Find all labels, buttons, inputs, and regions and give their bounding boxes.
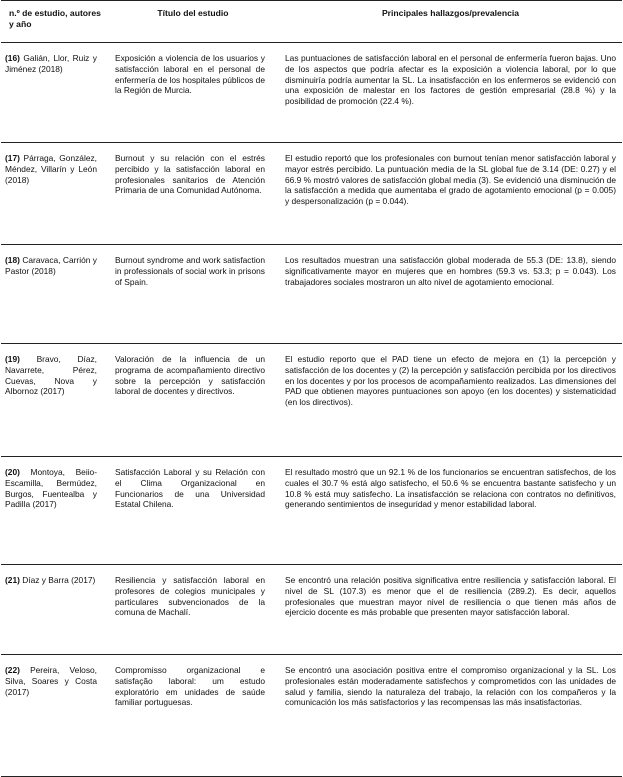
authors-text: Párraga, González, Méndez, Villarín y León (2018) — [5, 153, 97, 185]
study-findings: Se encontró una relación positiva significativa entre resiliencia y satisfacción laboral. El nivel de SL (107.3) es menor que el de resiliencia (289.2). Es decir, aquellos profesionales que muestran mayor nivel de resiliencia o que tienen más años de ejercicio docente es más probable que presenten mayor satisfacción laboral. — [279, 565, 622, 655]
table-row — [1, 143, 622, 245]
study-authors — [1, 655, 107, 777]
table-header — [1, 1, 622, 43]
study-number: (20) — [5, 467, 20, 477]
study-title: Resiliencia y satisfacción laboral en profesores de colegios municipales y particulares subvencionados de la comuna de Machalí. — [107, 565, 279, 655]
studies-table — [1, 0, 622, 777]
header-title: Título del estudio — [107, 1, 279, 43]
study-title: Burnout y su relación con el estrés percibido y la satisfacción laboral en profesionales sanitarios de Atención Primaria de una Comunidad Autónoma. — [107, 143, 279, 245]
header-authors: n.º de estudio, autores y año — [1, 1, 107, 43]
study-authors — [1, 344, 107, 457]
table-row — [1, 565, 622, 655]
table-row — [1, 344, 622, 457]
study-title: Valoración de la influencia de un programa de acompañamiento directivo sobre la percepción y satisfacción laboral de docentes y directivos. — [107, 344, 279, 457]
authors-text: Bravo, Díaz, Navarrete, Pérez, Cuevas, Nova y Albornoz (2017) — [5, 354, 97, 397]
study-number: (22) — [5, 665, 20, 675]
study-title: Satisfacción Laboral y su Relación con el Clima Organizacional en Funcionarios de una Universidad Estatal Chilena. — [107, 457, 279, 565]
authors-text: Galián, Llor, Ruiz y Jiménez (2018) — [5, 53, 97, 74]
authors-text: Pereira, Veloso, Silva, Soares y Costa (2017) — [5, 665, 98, 697]
study-findings: Los resultados muestran una satisfacción global moderada de 55.3 (DE: 13.8), siendo significativamente mayor en mujeres que en hombres (59.3 vs. 53.3; p = 0.043). Los trabajadores sociales mostraron un alto nivel de agotamiento emocional. — [279, 245, 622, 344]
study-authors — [1, 143, 107, 245]
table-row — [1, 245, 622, 344]
authors-text: Montoya, Beiio-Escamilla, Bermúdez, Burgos, Fuentealba y Padilla (2017) — [5, 467, 98, 510]
header-findings: Principales hallazgos/prevalencia — [279, 1, 622, 43]
study-authors — [1, 565, 107, 655]
study-title: Burnout syndrome and work satisfaction in professionals of social work in prisons of Spain. — [107, 245, 279, 344]
study-number: (16) — [5, 53, 20, 63]
study-authors — [1, 245, 107, 344]
study-authors — [1, 457, 107, 565]
study-findings: Las puntuaciones de satisfacción laboral en el personal de enfermería fueron bajas. Uno de los aspectos que podría afectar es la exposición a violencia laboral, por lo que disminuiría podría aumentar la SL. La insatisfacción en los enfermeros se evidenció con una exposición de malestar en los factores de gestión empresarial (28.8 %) y la posibilidad de promoción (22.4 %). — [279, 43, 622, 143]
study-title: Exposición a violencia de los usuarios y satisfacción laboral en el personal de enfermería de los hospitales públicos de la Región de Murcia. — [107, 43, 279, 143]
study-findings: El estudio reporto que el PAD tiene un efecto de mejora en (1) la percepción y satisfacción de los docentes y (2) la percepción y satisfacción percibida por los directivos en los docentes y por los procesos de acompañamiento realizados. Las dimensiones del PAD que obtienen mayores puntuaciones son apoyo (en los docentes) y sistematicidad (en los directivos). — [279, 344, 622, 457]
study-number: (19) — [5, 354, 20, 364]
authors-text: Díaz y Barra (2017) — [22, 575, 96, 585]
authors-text: Caravaca, Carrión y Pastor (2018) — [5, 255, 97, 276]
study-number: (17) — [5, 153, 20, 163]
study-title: Compromisso organizacional e satisfação laboral: um estudo exploratório em unidades de saúde familiar portuguesas. — [107, 655, 279, 777]
study-number: (18) — [5, 255, 20, 265]
table-row — [1, 43, 622, 143]
study-authors — [1, 43, 107, 143]
study-findings: Se encontró una asociación positiva entre el compromiso organizacional y la SL. Los profesionales están moderadamente satisfechos y comprometidos con las unidades de salud y familia, siendo la naturaleza del trabajo, la relación con los compañeros y la comunicación los más satisfactorios y las recompensas las más insatisfactorias. — [279, 655, 622, 777]
study-findings: El resultado mostró que un 92.1 % de los funcionarios se encuentran satisfechos, de los cuales el 30.7 % está algo satisfecho, el 50.6 % se encuentra bastante satisfecho y un 10.8 % está muy satisfecho. La insatisfacción se relaciona con contratos no definitivos, generando sentimientos de inseguridad y menor estabilidad laboral. — [279, 457, 622, 565]
table-row — [1, 457, 622, 565]
study-number: (21) — [5, 575, 20, 585]
study-findings: El estudio reportó que los profesionales con burnout tenían menor satisfacción laboral y mayor estrés percibido. La puntuación media de la SL global fue de 3.14 (DE: 0.27) y el 66.9 % mostró valores de satisfacción global media (3). Se evidenció una disminución de la satisfacción a medida que aumentaba el grado de agotamiento emocional (p = 0.005) y despersonalización (p = 0.044). — [279, 143, 622, 245]
table-row — [1, 655, 622, 777]
